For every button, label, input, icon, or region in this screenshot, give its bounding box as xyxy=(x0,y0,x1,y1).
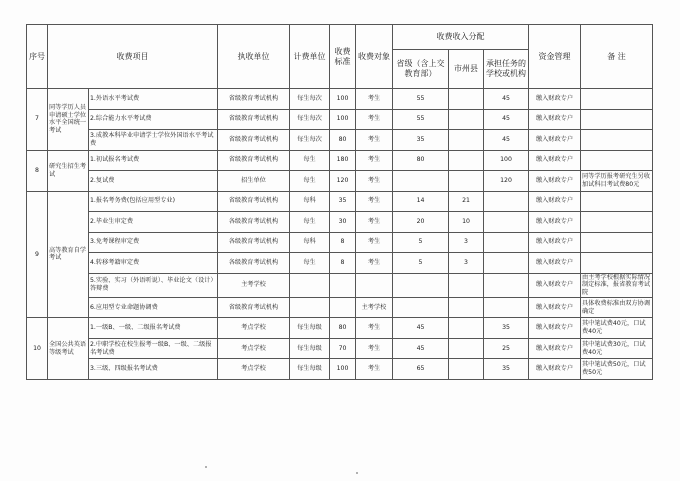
standard-cell: 180 xyxy=(330,150,356,171)
remark-cell: 其中笔试费30元，口试费40元 xyxy=(581,338,653,359)
table-row xyxy=(27,318,653,339)
pricing-unit-cell: 每生每次 xyxy=(290,109,330,130)
fund-mgmt-cell: 缴入财政专户 xyxy=(529,318,581,339)
unit-cell: 主考学校 xyxy=(218,273,290,297)
pricing-unit-cell: 每生 xyxy=(290,150,330,171)
header-seq: 序号 xyxy=(27,25,48,89)
pricing-unit-cell: 每科 xyxy=(290,191,330,212)
fund-mgmt-cell: 缴入财政专户 xyxy=(529,232,581,253)
table-row xyxy=(27,150,653,171)
header-standard: 收费标准 xyxy=(330,25,356,89)
item-cell: 3.免考课程审定费 xyxy=(89,232,218,253)
fund-mgmt-cell: 缴入财政专户 xyxy=(529,359,581,380)
school-share-cell xyxy=(484,297,529,318)
fund-mgmt-cell: 缴入财政专户 xyxy=(529,150,581,171)
province-share-cell: 55 xyxy=(393,109,449,130)
remark-cell xyxy=(581,109,653,130)
item-cell: 5.实验、实习（外语听说）、毕业论文（设计）答辩费 xyxy=(89,273,218,297)
table-row xyxy=(27,212,653,233)
header-row-top xyxy=(27,25,653,50)
pricing-unit-cell: 每生每级 xyxy=(290,318,330,339)
standard-cell: 8 xyxy=(330,253,356,274)
pricing-unit-cell: 每生 xyxy=(290,212,330,233)
fund-mgmt-cell: 缴入财政专户 xyxy=(529,212,581,233)
table-row xyxy=(27,359,653,380)
scan-speck xyxy=(356,472,358,474)
seq-cell: 8 xyxy=(27,150,48,191)
payer-cell: 考生 xyxy=(356,359,393,380)
fund-mgmt-cell: 缴入财政专户 xyxy=(529,89,581,110)
fund-mgmt-cell: 缴入财政专户 xyxy=(529,253,581,274)
fund-mgmt-cell: 缴入财政专户 xyxy=(529,109,581,130)
pricing-unit-cell xyxy=(290,273,330,297)
standard-cell: 70 xyxy=(330,338,356,359)
unit-cell: 招生单位 xyxy=(218,171,290,192)
payer-cell: 考生 xyxy=(356,338,393,359)
province-share-cell: 20 xyxy=(393,212,449,233)
unit-cell: 各级教育考试机构 xyxy=(218,212,290,233)
header-fund-mgmt: 资金管理 xyxy=(529,25,581,89)
table-row xyxy=(27,109,653,130)
remark-cell xyxy=(581,130,653,151)
scan-speck xyxy=(205,466,207,468)
item-cell: 4.转移考籍审定费 xyxy=(89,253,218,274)
remark-cell xyxy=(581,212,653,233)
table-row xyxy=(27,232,653,253)
province-share-cell: 5 xyxy=(393,253,449,274)
payer-cell: 考生 xyxy=(356,89,393,110)
standard-cell: 100 xyxy=(330,89,356,110)
pricing-unit-cell: 每生每级 xyxy=(290,338,330,359)
pricing-unit-cell: 每生每次 xyxy=(290,130,330,151)
school-share-cell xyxy=(484,212,529,233)
seq-cell: 9 xyxy=(27,191,48,318)
province-share-cell: 80 xyxy=(393,150,449,171)
header-distribution: 收费收入分配 xyxy=(393,25,529,50)
remark-cell: 由主考学校根据实际情况制定标准，报省教育考试院 xyxy=(581,273,653,297)
province-share-cell: 45 xyxy=(393,338,449,359)
fee-table-sheet xyxy=(26,24,653,380)
payer-cell: 主考学校 xyxy=(356,297,393,318)
item-cell: 3.成教本科毕业申请学士学位外国语水平考试费 xyxy=(89,130,218,151)
table-row xyxy=(27,191,653,212)
school-share-cell xyxy=(484,191,529,212)
header-pricing-unit: 计费单位 xyxy=(290,25,330,89)
category-cell: 同等学历人员申请硕士学位水平全国统一考试 xyxy=(48,89,89,151)
school-share-cell xyxy=(484,273,529,297)
fund-mgmt-cell: 缴入财政专户 xyxy=(529,130,581,151)
city-county-share-cell xyxy=(449,130,484,151)
item-cell: 2.综合能力水平考试费 xyxy=(89,109,218,130)
fund-mgmt-cell: 缴入财政专户 xyxy=(529,171,581,192)
standard-cell: 80 xyxy=(330,318,356,339)
city-county-share-cell xyxy=(449,338,484,359)
pricing-unit-cell: 每生每次 xyxy=(290,89,330,110)
school-share-cell: 45 xyxy=(484,109,529,130)
category-cell: 高等教育自学考试 xyxy=(48,191,89,318)
school-share-cell: 35 xyxy=(484,359,529,380)
item-cell: 1.初试报名考试费 xyxy=(89,150,218,171)
item-cell: 1.报名考务费(包括应用型专业) xyxy=(89,191,218,212)
standard-cell: 8 xyxy=(330,232,356,253)
table-row xyxy=(27,171,653,192)
item-cell: 6.应用型专业命题协调费 xyxy=(89,297,218,318)
province-share-cell: 14 xyxy=(393,191,449,212)
table-row xyxy=(27,297,653,318)
pricing-unit-cell: 每生 xyxy=(290,171,330,192)
item-cell: 1.外语水平考试费 xyxy=(89,89,218,110)
seq-cell: 10 xyxy=(27,318,48,380)
payer-cell: 考生 xyxy=(356,109,393,130)
city-county-share-cell: 3 xyxy=(449,253,484,274)
payer-cell: 考生 xyxy=(356,130,393,151)
unit-cell: 考点学校 xyxy=(218,318,290,339)
unit-cell: 省级教育考试机构 xyxy=(218,297,290,318)
remark-cell xyxy=(581,232,653,253)
school-share-cell: 100 xyxy=(484,150,529,171)
table-row xyxy=(27,338,653,359)
school-share-cell: 120 xyxy=(484,171,529,192)
payer-cell: 考生 xyxy=(356,191,393,212)
item-cell: 3.三级、四级报名考试费 xyxy=(89,359,218,380)
payer-cell: 考生 xyxy=(356,212,393,233)
school-share-cell xyxy=(484,232,529,253)
pricing-unit-cell: 每生 xyxy=(290,253,330,274)
remark-cell xyxy=(581,150,653,171)
unit-cell: 省级教育考试机构 xyxy=(218,150,290,171)
school-share-cell xyxy=(484,253,529,274)
fee-table-body xyxy=(27,89,653,380)
table-row xyxy=(27,253,653,274)
city-county-share-cell xyxy=(449,150,484,171)
school-share-cell: 35 xyxy=(484,318,529,339)
unit-cell: 省级教育考试机构 xyxy=(218,130,290,151)
remark-cell xyxy=(581,89,653,110)
pricing-unit-cell: 每科 xyxy=(290,232,330,253)
unit-cell: 省级教育考试机构 xyxy=(218,109,290,130)
province-share-cell xyxy=(393,297,449,318)
pricing-unit-cell: 每生每级 xyxy=(290,359,330,380)
fee-table xyxy=(26,24,653,380)
header-city-county: 市州县 xyxy=(449,50,484,89)
fund-mgmt-cell: 缴入财政专户 xyxy=(529,338,581,359)
standard-cell: 80 xyxy=(330,130,356,151)
payer-cell: 考生 xyxy=(356,253,393,274)
fund-mgmt-cell: 缴入财政专户 xyxy=(529,191,581,212)
remark-cell: 其中笔试费50元，口试费50元 xyxy=(581,359,653,380)
item-cell: 2.毕业生审定费 xyxy=(89,212,218,233)
standard-cell xyxy=(330,297,356,318)
unit-cell: 各级教育考试机构 xyxy=(218,253,290,274)
header-unit: 执收单位 xyxy=(218,25,290,89)
city-county-share-cell: 21 xyxy=(449,191,484,212)
item-cell: 2.复试费 xyxy=(89,171,218,192)
unit-cell: 省级教育考试机构 xyxy=(218,89,290,110)
province-share-cell: 55 xyxy=(393,89,449,110)
header-province: 省级（含上交教育部） xyxy=(393,50,449,89)
standard-cell: 100 xyxy=(330,109,356,130)
payer-cell: 考生 xyxy=(356,232,393,253)
remark-cell xyxy=(581,253,653,274)
city-county-share-cell: 10 xyxy=(449,212,484,233)
city-county-share-cell xyxy=(449,171,484,192)
city-county-share-cell xyxy=(449,109,484,130)
payer-cell: 考生 xyxy=(356,150,393,171)
unit-cell: 考点学校 xyxy=(218,359,290,380)
remark-cell: 其中笔试费40元，口试费40元 xyxy=(581,318,653,339)
fund-mgmt-cell: 缴入财政专户 xyxy=(529,273,581,297)
school-share-cell: 45 xyxy=(484,89,529,110)
province-share-cell xyxy=(393,171,449,192)
category-cell: 全国公共英语等级考试 xyxy=(48,318,89,380)
standard-cell: 120 xyxy=(330,171,356,192)
remark-cell: 同等学历报考研究生另收加试科目考试费80元 xyxy=(581,171,653,192)
province-share-cell: 45 xyxy=(393,318,449,339)
header-item: 收费项目 xyxy=(48,25,218,89)
city-county-share-cell xyxy=(449,89,484,110)
province-share-cell xyxy=(393,273,449,297)
school-share-cell: 25 xyxy=(484,338,529,359)
unit-cell: 省级教育考试机构 xyxy=(218,191,290,212)
city-county-share-cell xyxy=(449,359,484,380)
province-share-cell: 5 xyxy=(393,232,449,253)
province-share-cell: 65 xyxy=(393,359,449,380)
unit-cell: 考点学校 xyxy=(218,338,290,359)
city-county-share-cell xyxy=(449,318,484,339)
standard-cell: 35 xyxy=(330,191,356,212)
city-county-share-cell: 3 xyxy=(449,232,484,253)
table-row xyxy=(27,273,653,297)
remark-cell xyxy=(581,191,653,212)
school-share-cell: 45 xyxy=(484,130,529,151)
city-county-share-cell xyxy=(449,297,484,318)
payer-cell xyxy=(356,273,393,297)
category-cell: 研究生招生考试 xyxy=(48,150,89,191)
item-cell: 2.中职学校在校生报考一级B、一级、二级报名考试费 xyxy=(89,338,218,359)
standard-cell xyxy=(330,273,356,297)
header-payer: 收费对象 xyxy=(356,25,393,89)
standard-cell: 30 xyxy=(330,212,356,233)
table-row xyxy=(27,89,653,110)
unit-cell: 各级教育考试机构 xyxy=(218,232,290,253)
payer-cell: 考生 xyxy=(356,318,393,339)
payer-cell: 考生 xyxy=(356,171,393,192)
remark-cell: 具体收费标准由双方协调确定 xyxy=(581,297,653,318)
province-share-cell: 35 xyxy=(393,130,449,151)
pricing-unit-cell xyxy=(290,297,330,318)
standard-cell: 100 xyxy=(330,359,356,380)
header-school: 承担任务的学校或机构 xyxy=(484,50,529,89)
header-remark: 备 注 xyxy=(581,25,653,89)
table-row xyxy=(27,130,653,151)
seq-cell: 7 xyxy=(27,89,48,151)
fund-mgmt-cell: 缴入财政专户 xyxy=(529,297,581,318)
city-county-share-cell xyxy=(449,273,484,297)
item-cell: 1.一级B、一级、二级报名考试费 xyxy=(89,318,218,339)
